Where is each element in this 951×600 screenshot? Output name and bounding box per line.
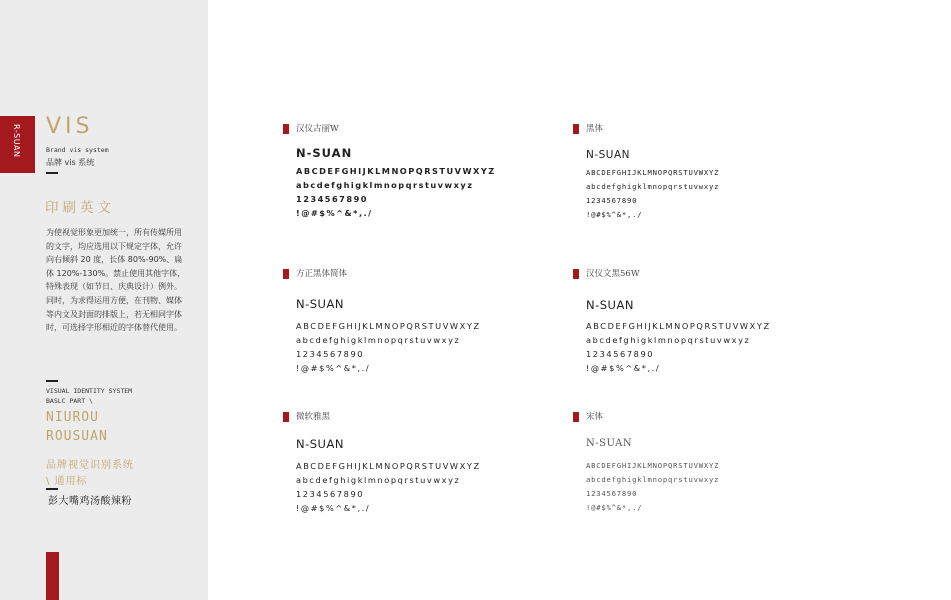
sample-lower: abcdefghigklmnopqrstuvwxyz <box>296 180 474 190</box>
sample-upper: ABCDEFGHIJKLMNOPQRSTUVWXYZ <box>586 168 720 177</box>
sample-symbols: !@#$%^&*,./ <box>586 503 643 512</box>
vis-subtitle-cn: 品牌 vis 系统 <box>46 158 95 167</box>
brand-name: 彭大嘴鸡汤酸辣粉 <box>48 496 132 507</box>
block-marker <box>573 124 579 134</box>
sample-title: N-SUAN <box>586 149 631 161</box>
font-name: 方正黑体简体 <box>296 269 348 279</box>
sample-lower: abcdefghigklmnopqrstuvwxyz <box>586 335 751 345</box>
sample-upper: ABCDEFGHIJKLMNOPQRSTUVWXYZ <box>586 461 720 470</box>
sample-upper: ABCDEFGHIJKLMNOPQRSTUVWXYZ <box>296 461 481 471</box>
font-block-hanyi-wenhei <box>573 267 833 377</box>
sample-digits: 1234567890 <box>296 349 365 359</box>
block-marker <box>573 412 579 422</box>
sample-digits: 1234567890 <box>586 196 638 205</box>
divider <box>46 172 58 174</box>
sample-digits: 1234567890 <box>296 194 368 204</box>
description-text: 为使视觉形象更加统一，所有传媒所用的文字，均应选用以下规定字体，允许向右倾斜 20 度，长体 80%-90%、扁体 120%-130%。禁止使用其他字体，特殊表现（如节日、庆典设计）例外。同时，为求得运用方便，在刊物、媒体等内文及封面的排版上，若无相同字体时，可选择字形相近的字体替代使用。 <box>46 228 186 333</box>
bottom-accent-bar <box>46 552 59 600</box>
system-line-2: BASLC PART \ <box>46 397 93 405</box>
font-name: 微软雅黑 <box>296 412 331 422</box>
font-name: 宋体 <box>586 412 604 422</box>
section-heading: 印刷英文 <box>45 200 115 216</box>
font-block-hanyi-guli <box>283 122 543 232</box>
sample-symbols: !@#$%^&*,./ <box>296 503 371 513</box>
sample-title: N-SUAN <box>586 298 634 312</box>
cn-line-2: \ 通用标 <box>46 476 88 487</box>
divider <box>46 488 58 490</box>
vis-subtitle-en: Brand vis system <box>46 146 109 154</box>
font-block-msyahei <box>283 410 543 520</box>
sample-title: N-SUAN <box>296 437 344 451</box>
sample-digits: 1234567890 <box>586 349 655 359</box>
font-name: 汉仪文黑56W <box>586 269 640 279</box>
vis-title: VIS <box>46 114 94 139</box>
sample-upper: ABCDEFGHIJKLMNOPQRSTUVWXYZ <box>296 166 496 176</box>
sample-lower: abcdefghigklmnopqrstuvwxyz <box>296 475 461 485</box>
block-marker <box>573 269 579 279</box>
sample-symbols: !@#$%^&*,./ <box>296 208 373 218</box>
block-marker <box>283 412 289 422</box>
font-name: 黑体 <box>586 124 604 134</box>
sample-digits: 1234567890 <box>586 489 638 498</box>
system-line-1: VISUAL IDENTITY SYSTEM <box>46 387 133 395</box>
font-block-songti <box>573 410 833 520</box>
sample-title: N-SUAN <box>296 297 344 311</box>
sample-symbols: !@#$%^&*,./ <box>586 210 643 219</box>
sample-lower: abcdefghigklmnopqrstuvwxyz <box>296 335 461 345</box>
sample-symbols: !@#$%^&*,./ <box>296 363 371 373</box>
divider <box>46 380 58 382</box>
sample-upper: ABCDEFGHIJKLMNOPQRSTUVWXYZ <box>296 321 481 331</box>
font-block-heiti <box>573 122 833 232</box>
sample-symbols: !@#$%^&*,./ <box>586 363 661 373</box>
niurou-text: NIUROU <box>46 410 99 425</box>
block-marker <box>283 124 289 134</box>
block-marker <box>283 269 289 279</box>
font-block-fangzheng-heiti <box>283 267 543 377</box>
sample-title: N-SUAN <box>586 438 633 449</box>
sample-lower: abcdefghigklmnopqrstuvwxyz <box>586 182 720 191</box>
sample-digits: 1234567890 <box>296 489 365 499</box>
font-name: 汉仪古丽W <box>296 124 339 134</box>
sample-upper: ABCDEFGHIJKLMNOPQRSTUVWXYZ <box>586 321 771 331</box>
rousuan-text: ROUSUAN <box>46 429 108 444</box>
sample-title: N-SUAN <box>296 146 353 160</box>
sample-lower: abcdefghigklmnopqrstuvwxyz <box>586 475 720 484</box>
cn-line-1: 品牌视觉识别系统 <box>46 460 134 471</box>
side-tab-label: R-SUAN <box>12 124 21 158</box>
